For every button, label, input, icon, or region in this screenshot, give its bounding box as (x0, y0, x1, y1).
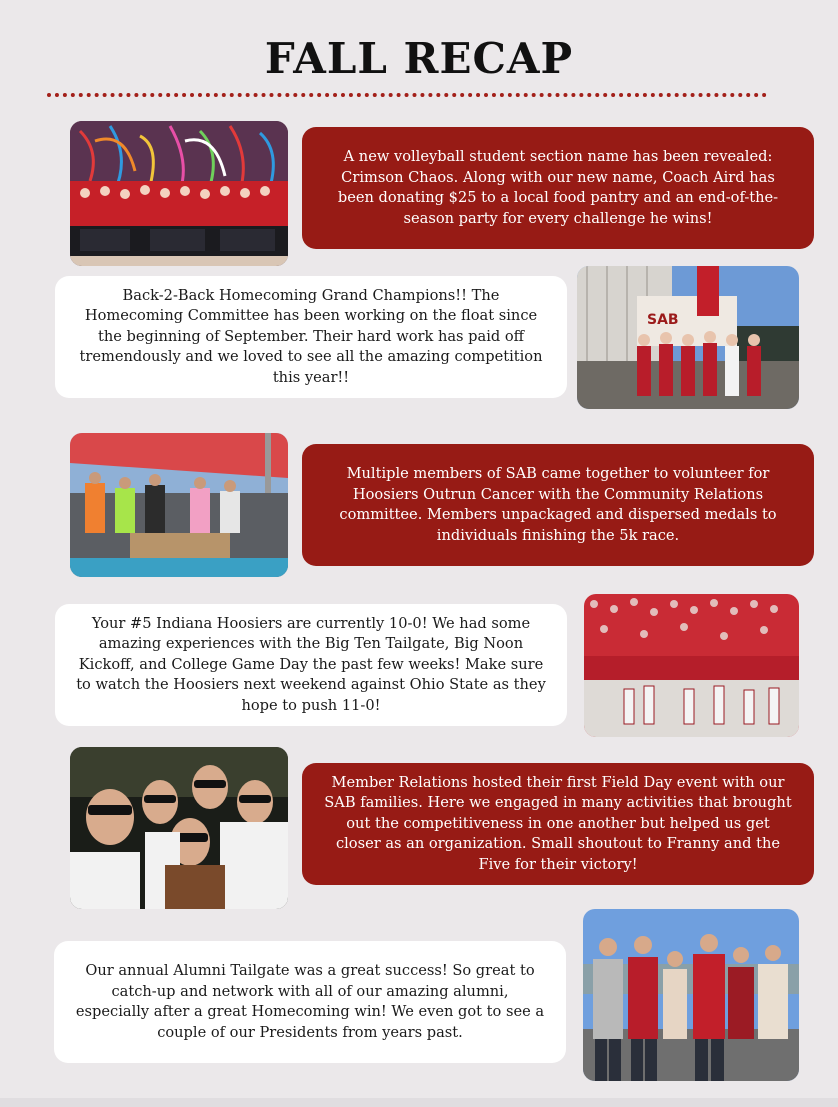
section-6-text: Our annual Alumni Tailgate was a great success! So great to catch-up and network with all of our amazing alumni, especially after a great Homecoming win! We even got to see a couple of our Presidents from years past. (75, 962, 545, 1041)
float-sign-text: SAB (647, 312, 679, 328)
section-3-text: Multiple members of SAB came together to volunteer for Hoosiers Outrun Cancer with the Community Relations committee. Members unpackaged and dispersed medals to individuals finishing the 5k race. (339, 465, 777, 544)
volunteer-tent-photo (70, 433, 288, 577)
section-3-card (302, 444, 814, 566)
section-4-card (55, 604, 567, 726)
section-4-text: Your #5 Indiana Hoosiers are currently 10-0! We had some amazing experiences with the Big Ten Tailgate, Big Noon Kickoff, and College Game Day the past few weeks! Make sure to watch the Hoosiers next weekend against Ohio State as they hope to push 11-0! (76, 614, 546, 714)
title-divider (47, 93, 767, 97)
section-1-card (302, 127, 814, 249)
section-5-card (302, 763, 814, 885)
section-6-card (54, 941, 566, 1063)
alumni-tailgate-photo (583, 909, 799, 1081)
field-day-selfie-photo (70, 747, 288, 909)
section-5-text: Member Relations hosted their first Field Day event with our SAB families. Here we engaged in many activities that brought out the competitiveness in one another but helped us get closer as an organization. Small shoutout to Franny and the Five for their victory! (324, 773, 792, 873)
homecoming-float-photo (577, 266, 799, 409)
section-2-text: Back-2-Back Homecoming Grand Champions!! The Homecoming Committee has been working on the float since the beginning of September. Their hard work has paid off tremendously and we loved to see all the amazing competition this year!! (79, 286, 543, 386)
section-2-card (55, 276, 567, 398)
page-bottom-edge (0, 1098, 838, 1107)
crowd-balloons-photo (70, 121, 288, 266)
stadium-crowd-photo (584, 594, 799, 737)
section-1-text: A new volleyball student section name has been revealed: Crimson Chaos. Along with our new name, Coach Aird has been donating $25 to a local food pantry and an end-of-the-season party for every challenge he wins! (337, 148, 779, 227)
page-title: FALL RECAP (264, 34, 574, 83)
